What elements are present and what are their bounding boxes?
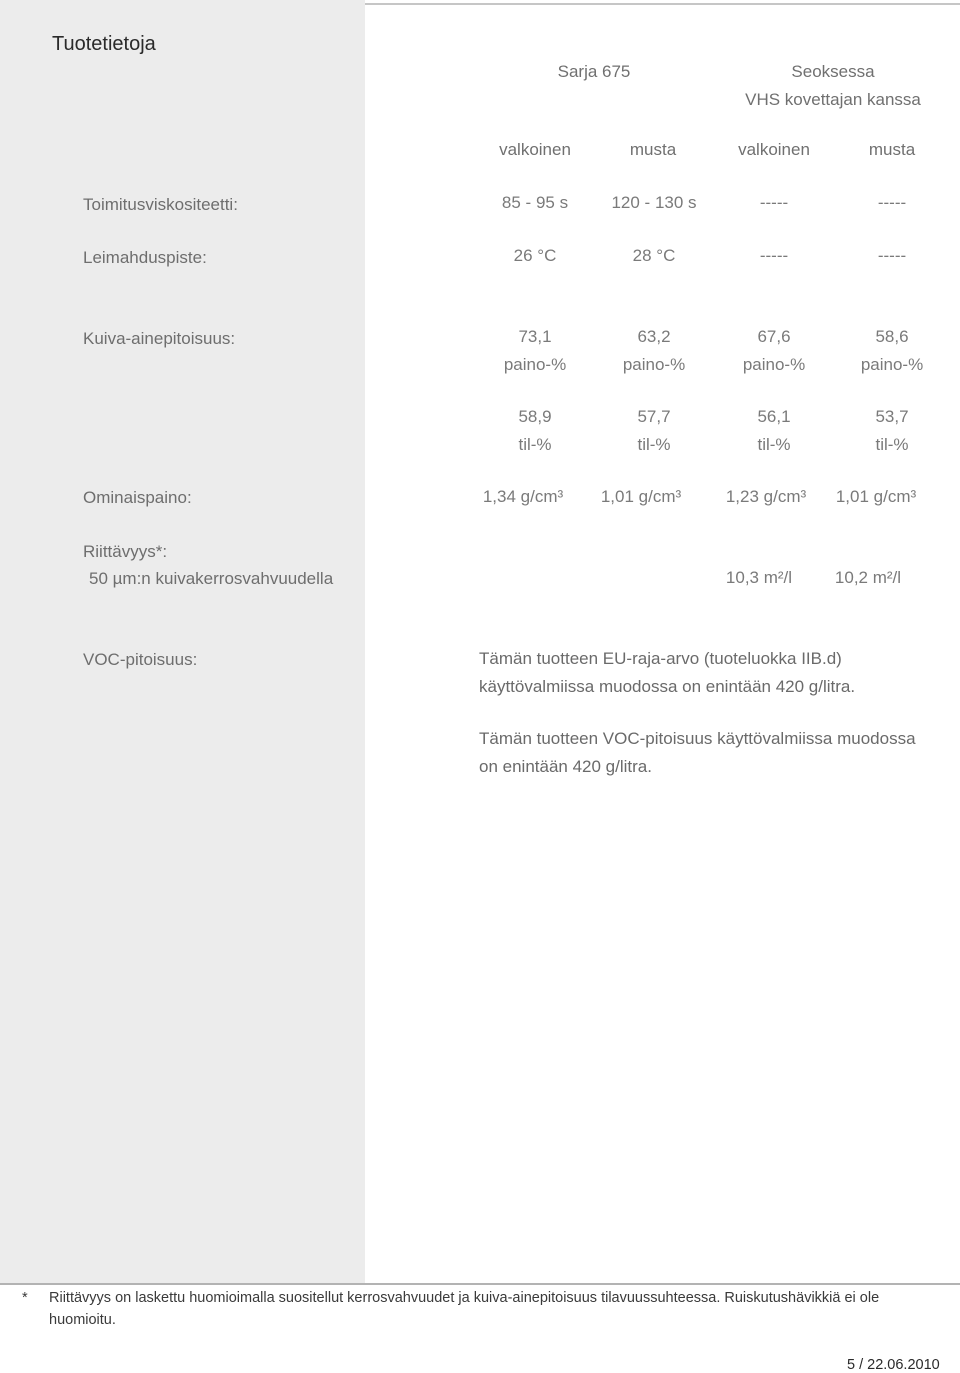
header-group-mix: Seoksessa (791, 62, 875, 81)
voc-product-line2: on enintään 420 g/litra. (479, 757, 652, 776)
row-label-viscosity: Toimitusviskositeetti: (83, 195, 238, 214)
coverage-value-2: 10,2 m²/l (834, 568, 902, 587)
flashpoint-value-3: ----- (759, 246, 789, 265)
row-label-solids: Kuiva-ainepitoisuus: (83, 329, 236, 348)
solids-volume-unit-3: til-% (757, 435, 791, 454)
voc-eu-limit-line2: käyttövalmiissa muodossa on enintään 420 g/litra. (479, 677, 856, 696)
flashpoint-value-1: 26 °C (513, 246, 557, 265)
solids-weight-value-1: 73,1 (518, 327, 552, 346)
viscosity-value-1: 85 - 95 s (501, 193, 569, 212)
column-header-3: valkoinen (738, 140, 810, 159)
coverage-value-1: 10,3 m²/l (725, 568, 793, 587)
footnote-text: Riittävyys on laskettu huomioimalla suositellut kerrosvahvuudet ja kuiva-ainepitoisuus tilavuussuhteessa. Ruiskutushävikkiä ei ole huomioitu. (49, 1290, 880, 1328)
column-header-2: musta (629, 140, 677, 159)
solids-volume-unit-1: til-% (518, 435, 552, 454)
density-value-2: 1,01 g/cm³ (600, 487, 682, 506)
density-value-3: 1,23 g/cm³ (725, 487, 807, 506)
footnote-marker: * (22, 1290, 28, 1306)
solids-volume-unit-4: til-% (875, 435, 909, 454)
row-label-density: Ominaispaino: (83, 488, 192, 507)
coverage-sublabel: 50 µm:n kuivakerrosvahvuudella (89, 569, 334, 588)
solids-weight-value-2: 63,2 (637, 327, 671, 346)
bottom-divider (0, 1283, 960, 1285)
flashpoint-value-4: ----- (877, 246, 907, 265)
solids-weight-value-3: 67,6 (757, 327, 791, 346)
top-divider (365, 3, 960, 5)
flashpoint-value-2: 28 °C (632, 246, 676, 265)
header-group-mix-subtitle: VHS kovettajan kanssa (745, 90, 921, 109)
solids-volume-value-4: 53,7 (875, 407, 909, 426)
column-header-4: musta (868, 140, 916, 159)
solids-weight-value-4: 58,6 (875, 327, 909, 346)
solids-volume-value-1: 58,9 (518, 407, 552, 426)
viscosity-value-4: ----- (877, 193, 907, 212)
sidebar-panel (0, 0, 365, 1283)
row-label-flashpoint: Leimahduspiste: (83, 248, 207, 267)
density-value-4: 1,01 g/cm³ (835, 487, 917, 506)
solids-volume-value-2: 57,7 (637, 407, 671, 426)
column-header-1: valkoinen (499, 140, 571, 159)
solids-weight-unit-3: paino-% (742, 355, 806, 374)
solids-weight-unit-4: paino-% (860, 355, 924, 374)
viscosity-value-3: ----- (759, 193, 789, 212)
solids-volume-unit-2: til-% (637, 435, 671, 454)
voc-eu-limit-line1: Tämän tuotteen EU-raja-arvo (tuoteluokka IIB.d) (479, 649, 842, 668)
page-title: Tuotetietoja (52, 33, 156, 55)
solids-volume-value-3: 56,1 (757, 407, 791, 426)
row-label-voc: VOC-pitoisuus: (83, 650, 198, 669)
row-label-coverage: Riittävyys*: (83, 542, 168, 561)
solids-weight-unit-1: paino-% (503, 355, 567, 374)
viscosity-value-2: 120 - 130 s (611, 193, 697, 212)
voc-eu-limit-text (479, 645, 954, 701)
page-number: 5 / 22.06.2010 (847, 1357, 940, 1373)
voc-product-text (479, 725, 954, 781)
solids-weight-unit-2: paino-% (622, 355, 686, 374)
density-value-1: 1,34 g/cm³ (482, 487, 564, 506)
voc-product-line1: Tämän tuotteen VOC-pitoisuus käyttövalmiissa muodossa (479, 729, 916, 748)
header-group-series: Sarja 675 (557, 62, 631, 81)
